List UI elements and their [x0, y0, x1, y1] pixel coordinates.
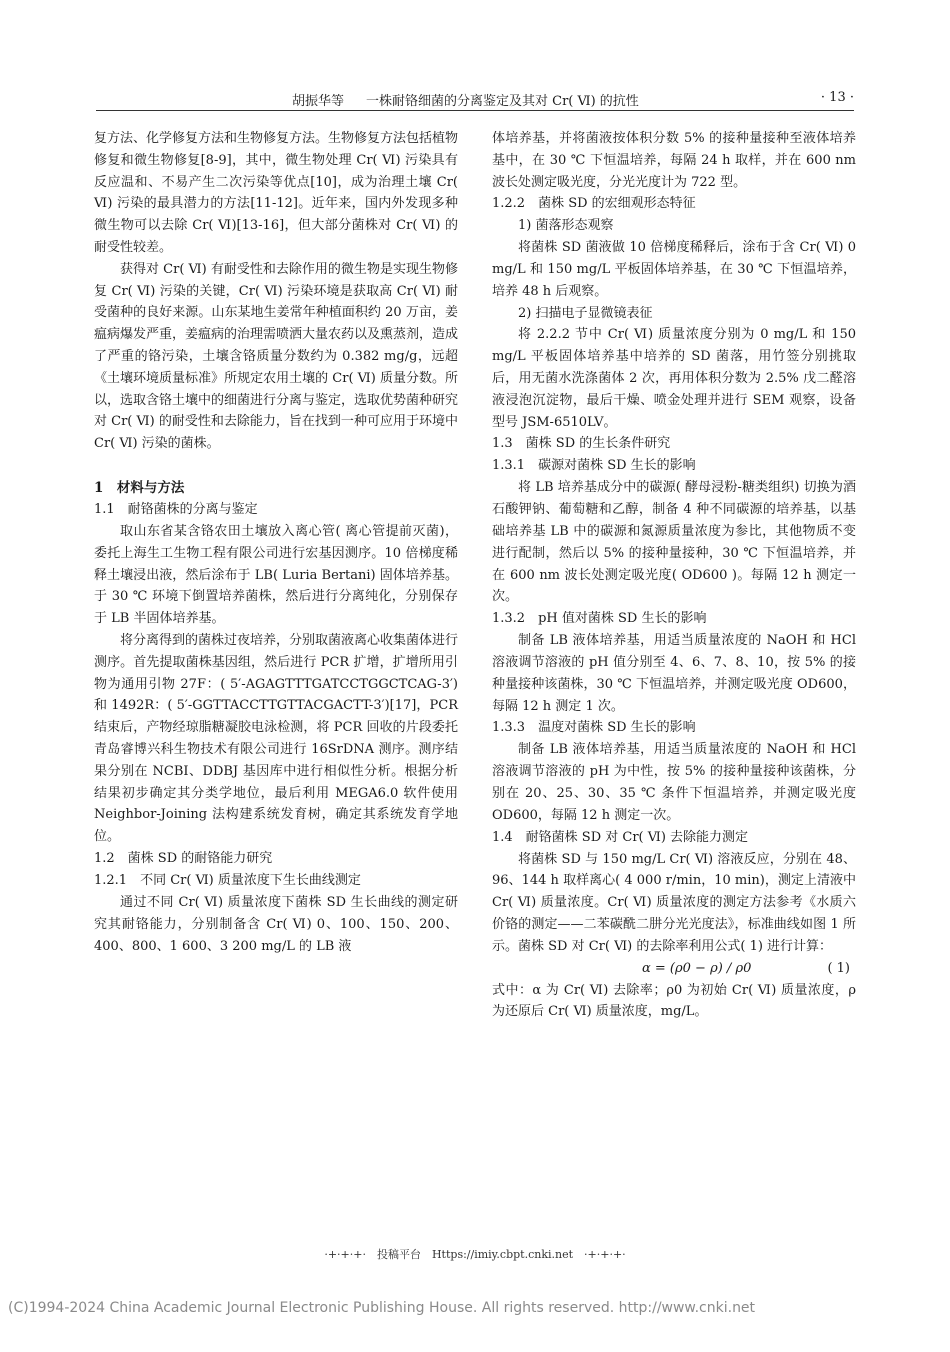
equation-number: ( 1)	[827, 960, 850, 976]
left-column	[94, 128, 458, 957]
page-number: · 13 ·	[820, 90, 854, 105]
subsection-heading: 1.2 菌株 SD 的耐铬能力研究	[94, 850, 273, 866]
paragraph: 取山东省某含铬农田土壤放入离心管( 离心管提前灭菌)，委托上海生工生物工程有限公司进行宏基因测序。10 倍梯度稀释土壤浸出液，然后涂布于 LB( Luria Bertani) 固体培养基。于 30 ℃ 环境下倒置培养菌株，然后进行分离纯化，分别保存于 LB 半固体培养基。	[94, 523, 458, 627]
paragraph: 体培养基，并将菌液按体积分数 5% 的接种量接种至液体培养基中，在 30 ℃ 下恒温培养，每隔 24 h 取样，并在 600 nm 波长处测定吸光度，分光光度计为 722 型。	[492, 131, 856, 190]
subsection-heading: 1.3 菌株 SD 的生长条件研究	[492, 436, 671, 452]
running-header	[96, 84, 854, 111]
subsection-heading: 1.4 耐铬菌株 SD 对 Cr( Ⅵ) 去除能力测定	[492, 829, 749, 845]
equation	[492, 958, 856, 980]
paragraph: 将分离得到的菌株过夜培养，分别取菌液离心收集菌体进行测序。首先提取菌株基因组，然后进行 PCR 扩增，扩增所用引物为通用引物 27F：( 5′-AGAGTTTGATCCTGGCTCAG-3′) 和 1492R：( 5′-GGTTACCTTGTTACGACTT-3′)[17]，PCR 结束后，产物经琼脂糖凝胶电泳检测，将 PCR 回收的片段委托青岛睿博兴科生物技术有限公司进行 16SrDNA 测序。测序结果分别在 NCBI、DDBJ 基因库中进行相似性分析。根据分析结果初步确定其分类学地位，最后利用 MEGA6.0 软件使用 Neighbor-Joining 法构建系统发育树，确定其系统发育学地位。	[94, 632, 459, 845]
paragraph: 制备 LB 液体培养基，用适当质量浓度的 NaOH 和 HCl 溶液调节溶液的 pH 为中性，按 5% 的接种量接种该菌株，分别在 20、25、30、35 ℃ 条件下恒温培养，并测定吸光度 OD600，每隔 12 h 测定一次。	[492, 742, 856, 823]
subsection-heading: 1.2.1 不同 Cr( Ⅵ) 质量浓度下生长曲线测定	[94, 872, 361, 888]
right-column	[492, 128, 856, 1023]
paragraph: 将 2.2.2 节中 Cr( Ⅵ) 质量浓度分别为 0 mg/L 和 150 mg/L 平板固体培养基中培养的 SD 菌落，用竹签分别挑取后，用无菌水洗涤菌体 2 次，再用体积分数为 2.5% 戊二醛溶液浸泡沉淀物，最后干燥、喷金处理并进行 SEM 观察，设备型号 JSM-6510LV。	[492, 327, 856, 430]
subsection-heading: 1.1 耐铬菌株的分离与鉴定	[94, 501, 258, 517]
equation-body: α = (ρ0 − ρ) / ρ0	[642, 960, 752, 976]
subsection-heading: 1.3.2 pH 值对菌株 SD 生长的影响	[492, 611, 707, 627]
header-authors: 胡振华等	[292, 94, 345, 109]
paragraph: 获得对 Cr( Ⅵ) 有耐受性和去除作用的微生物是实现生物修复 Cr( Ⅵ) 污染的关键，Cr( Ⅵ) 污染环境是获取高 Cr( Ⅵ) 耐受菌种的良好来源。山东某地生姜常年种植面积约 20 万亩，姜瘟病爆发严重，姜瘟病的治理需喷洒大量农药以及熏蒸剂，造成了严重的铬污染，土壤含铬质量分数约为 0.382 mg/g，远超《土壤环境质量标准》所规定农用土壤的 Cr( Ⅵ) 质量分数。所以，选取含铬土壤中的细菌进行分离与鉴定，选取优势菌种研究对 Cr( Ⅵ) 的耐受性和去除能力，旨在找到一种可应用于环境中 Cr( Ⅵ) 污染的菌株。	[94, 261, 459, 452]
subsection-heading: 1.3.1 碳源对菌株 SD 生长的影响	[492, 458, 696, 474]
subsection-heading: 1.2.2 菌株 SD 的宏细观形态特征	[492, 196, 696, 212]
subsection-heading: 1.3.3 温度对菌株 SD 生长的影响	[492, 720, 696, 736]
paragraph: 将菌株 SD 菌液做 10 倍梯度稀释后，涂布于含 Cr( Ⅵ) 0 mg/L 和 150 mg/L 平板固体培养基，在 30 ℃ 下恒温培养，培养 48 h 后观察。	[492, 240, 856, 299]
paragraph: 将 LB 培养基成分中的碳源( 酵母浸粉-糖类组织) 切换为酒石酸钾钠、葡萄糖和乙醇，制备 4 种不同碳源的培养基，以基础培养基 LB 中的碳源和氮源质量浓度为参比，其他物质不变进行配制，然后以 5% 的接种量接种，30 ℃ 下恒温培养，并在 600 nm 波长处测定吸光度( OD600 )。每隔 12 h 测定一次。	[492, 480, 856, 605]
spacer	[94, 455, 458, 477]
list-label: 2) 扫描电子显微镜表征	[518, 305, 653, 321]
paragraph: 制备 LB 液体培养基，用适当质量浓度的 NaOH 和 HCl 溶液调节溶液的 pH 值分别至 4、6、7、8、10，按 5% 的接种量接种该菌株，30 ℃ 下恒温培养，并测定吸光度 OD600，每隔 12 h 测定 1 次。	[492, 633, 856, 714]
paragraph: 将菌株 SD 与 150 mg/L Cr( Ⅵ) 溶液反应，分别在 48、96、144 h 取样离心( 4 000 r/min，10 min)，测定上清液中 Cr( Ⅵ) 质量浓度。Cr( Ⅵ) 质量浓度的测定方法参考《水质六价铬的测定——二苯碳酰二肼分光光度法》，标准曲线如图 1 所示。菌株 SD 对 Cr( Ⅵ) 的去除率利用公式( 1) 进行计算：	[492, 851, 856, 954]
header-title: 一株耐铬细菌的分离鉴定及其对 Cr( Ⅵ) 的抗性	[366, 94, 639, 109]
paragraph: 通过不同 Cr( Ⅵ) 质量浓度下菌株 SD 生长曲线的测定研究其耐铬能力，分别制备含 Cr( Ⅵ) 0、100、150、200、400、800、1 600、3 200 mg/L 的 LB 液	[94, 894, 458, 954]
paragraph: 复方法、化学修复方法和生物修复方法。生物修复方法包括植物修复和微生物修复[8-9]，其中，微生物处理 Cr( Ⅵ) 污染具有反应温和、不易产生二次污染等优点[10]，成为治理土壤 Cr( Ⅵ) 污染的最具潜力的方法[11-12]。近年来，国内外发现多种微生物可以去除 Cr( Ⅵ)[13-16]，但大部分菌株对 Cr( Ⅵ) 的耐受性较差。	[94, 131, 459, 255]
list-label: 1) 菌落形态观察	[518, 218, 614, 234]
page-footer: ·+·+·+· 投稿平台 Https://imiy.cbpt.cnki.net ·+·+·+·	[324, 1248, 626, 1261]
copyright-watermark: (C)1994-2024 China Academic Journal Electronic Publishing House. All rights reserved. http://www.cnki.net	[8, 1300, 756, 1316]
section-heading: 1 材料与方法	[94, 479, 185, 496]
paragraph: 式中：α 为 Cr( Ⅵ) 去除率；ρ0 为初始 Cr( Ⅵ) 质量浓度，ρ 为还原后 Cr( Ⅵ) 质量浓度，mg/L。	[492, 982, 856, 1020]
